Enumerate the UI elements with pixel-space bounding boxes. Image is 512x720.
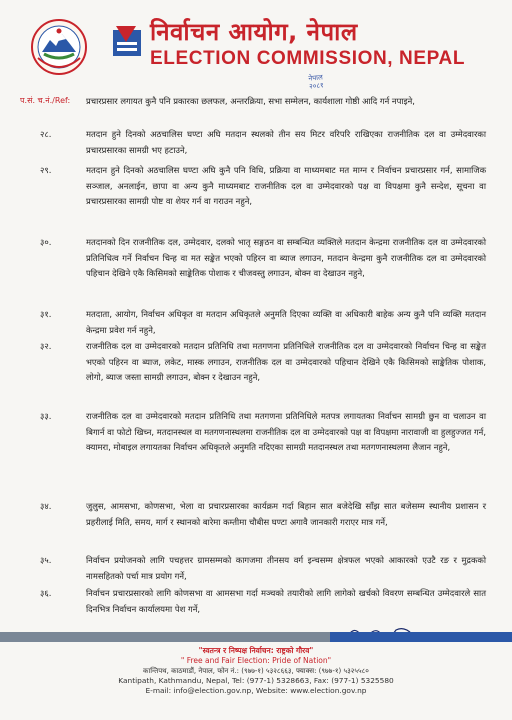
nepal-emblem-icon xyxy=(30,18,88,76)
item-text: मतदानको दिन राजनीतिक दल, उम्मेदवार, दलको भातृ सङ्गठन वा सम्बन्धित व्यक्तिले मतदान केन्द्रमा राजनीतिक दल वा उम्मेदवारको प्रतिनिधित्व गर्ने निर्वाचन चिन्ह वा मत सङ्केत भएको पहिरन वा ब्याज लगाउन, मतदान केन्द्रमा कुनै राजनीतिक दल वा उम्मेदवारको पहिचान देखिने एकै किसिमको साङ्केतिक पोशाक र चीजवस्तु लगाउन, बोक्न वा देखाउन नहुने, xyxy=(86,237,486,278)
ballot-logo-icon xyxy=(112,24,142,58)
item-text: मतदान हुने दिनको अठचालिस घण्टा अघि मतदान स्थलको तीन सय मिटर वरिपरि राखिएका राजनीतिक दल वा उम्मेदवारका प्रचारप्रसारका सामग्री भए हटाउने, xyxy=(86,129,486,155)
commission-title-english: ELECTION COMMISSION, NEPAL xyxy=(150,48,466,69)
item-number: ३३. xyxy=(40,411,52,421)
stamp-line-2: २०८१ xyxy=(308,81,325,91)
address-nepali: कान्तिपथ, काठमाडौं, नेपाल, फोन नं.: (९७७-१) ५३२८६६३, फ्याक्स: (९७७-१) ५३२५५८० xyxy=(143,667,369,675)
contact-web: E-mail: info@election.gov.np, Website: www.election.gov.np xyxy=(145,686,367,695)
slogan-nepali: "स्वतन्त्र र निष्पक्ष निर्वाचन: राष्ट्रको गौरव" xyxy=(198,646,314,655)
item-text: राजनीतिक दल वा उम्मेदवारको मतदान प्रतिनिधि तथा मतगणना प्रतिनिधिले मतपत्र लगायतका निर्वाचन सामग्री छुन वा चलाउन वा बिगार्न वा फोटो खिच्न, मतदानस्थल वा मतगणनास्थलमा राजनीतिक दल वा उम्मेदवारको पक्ष वा विपक्षमा नारावाजी वा हुलहुज्जत गर्न, क्यामरा, मोबाइल लगायतका निर्वाचन अधिकृतले अनुमति नदिएका सामग्री मतदानस्थल तथा मतगणनास्थलमा लैजान नहुने, xyxy=(86,411,486,452)
stamp-line-1: नेपाल xyxy=(307,73,324,83)
item-text: जुलुस, आमसभा, कोणसभा, भेला वा प्रचारप्रसारका कार्यक्रम गर्दा बिहान सात बजेदेखि साँझ सात बजेसम्म स्थानीय प्रशासन र प्रहरीलाई मिति, समय, मार्ग र स्थानको बारेमा कम्तीमा चौबीस घण्टा अगावै जानकारी गराएर मात्र गर्ने, xyxy=(86,501,486,527)
letterhead-header xyxy=(0,14,512,91)
received-stamp xyxy=(285,71,346,93)
reference-label: प.सं. च.नं./Ref: xyxy=(20,96,71,105)
address-english: Kantipath, Kathmandu, Nepal, Tel: (977-1) 5328663, Fax: (977-1) 5325580 xyxy=(118,676,394,685)
footer-divider-band xyxy=(0,632,512,642)
item-text: प्रचारप्रसार लगायत कुनै पनि प्रकारका छलफल, अन्तरक्रिया, सभा सम्मेलन, कार्यशाला गोष्ठी आदि गर्न नपाइने, xyxy=(86,96,415,106)
item-text: मतदान हुने दिनको अठचालिस घण्टा अघि कुनै पनि विधि, प्रक्रिया वा माध्यमबाट मत माग्न र निर्वाचन प्रचारप्रसार गर्न, सामाजिक सञ्जाल, अनलाईन, छापा वा अन्य कुनै माध्यमबाट राजनीतिक दल वा उम्मेदवारको पक्ष वा विपक्षमा कुनै सन्देश, सूचना वा प्रचारप्रसारका सामग्री पोष्ट वा शेयर गर्न वा गराउन नहुने, xyxy=(86,165,486,206)
slogan-english: " Free and Fair Election: Pride of Nation" xyxy=(180,656,332,665)
item-number: २८. xyxy=(40,129,52,139)
item-number: ३२. xyxy=(40,341,52,351)
letterhead-footer xyxy=(0,646,512,696)
item-text: निर्वाचन प्रयोजनको लागि पचहत्तर ग्रामसम्मको कागजमा तीनसय वर्ग इन्चसम्म क्षेत्रफल भएको आकारको एउटै रङ र मुद्रकको नामसहितको पर्चा मात्र प्रयोग गर्ने, xyxy=(86,555,486,581)
item-number: ३०. xyxy=(40,237,52,247)
item-text: निर्वाचन प्रचारप्रसारको लागि कोणसभा वा आमसभा गर्दा मञ्चको तयारीको लागि लागेको खर्चको विवरण सम्बन्धित उम्मेदवारले सात दिनभित्र निर्वाचन कार्यालयमा पेश गर्ने, xyxy=(86,588,486,614)
item-number: २९. xyxy=(40,165,52,175)
item-number: ३६. xyxy=(40,588,52,598)
item-text: राजनीतिक दल वा उम्मेदवारको मतदान प्रतिनिधि तथा मतगणना प्रतिनिधिले राजनीतिक दल वा उम्मेदवारको निर्वाचन चिन्ह वा सङ्केत भएको पहिरन वा ब्याज, लकेट, मास्क लगाउन, राजनीतिक दल वा उम्मेदवारको पहिचान देखिने एकै किसिमको साङ्केतिक पोशाक, लोगो, ब्याज जस्ता सामग्री लगाउन, बोक्न र देखाउन नहुने, xyxy=(86,341,486,382)
item-text: मतदाता, आयोग, निर्वाचन अधिकृत वा मतदान अधिकृतले अनुमति दिएका व्यक्ति वा अधिकारी बाहेक अन्य कुनै पनि व्यक्ति मतदान केन्द्रमा प्रवेश गर्न नहुने, xyxy=(86,309,486,335)
item-number: ३५. xyxy=(40,555,52,565)
item-number: ३१. xyxy=(40,309,52,319)
commission-title-nepali: निर्वाचन आयोग, नेपाल xyxy=(150,18,358,46)
item-number: ३४. xyxy=(40,501,52,511)
